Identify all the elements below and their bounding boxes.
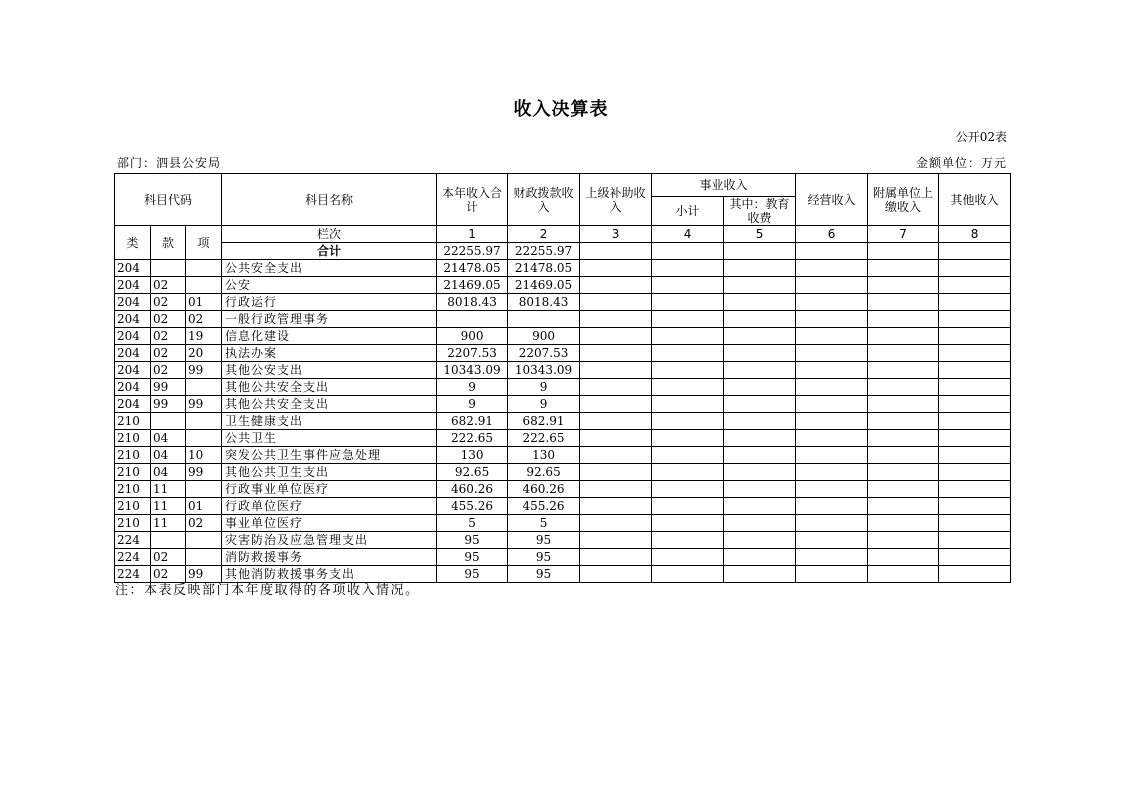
empty-cell [796, 362, 868, 379]
table-row [115, 345, 1011, 362]
row-lei-code: 210 [115, 413, 151, 430]
row-fiscal-allocation [508, 311, 580, 328]
empty-cell [652, 277, 724, 294]
empty-cell [796, 396, 868, 413]
empty-cell [652, 430, 724, 447]
header-total-income: 本年收入合计 [437, 174, 508, 226]
row-kuan-code: 99 [151, 379, 186, 396]
column-number: 5 [724, 226, 796, 243]
empty-cell [868, 413, 939, 430]
empty-cell [724, 345, 796, 362]
empty-cell [939, 447, 1011, 464]
row-total-income [437, 311, 508, 328]
empty-cell [868, 396, 939, 413]
row-total-income: 460.26 [437, 481, 508, 498]
empty-cell [724, 379, 796, 396]
row-fiscal-allocation: 8018.43 [508, 294, 580, 311]
income-table [114, 173, 1011, 583]
empty-cell [724, 311, 796, 328]
row-kuan-code: 02 [151, 362, 186, 379]
row-lei-code: 210 [115, 498, 151, 515]
header-subtotal: 小计 [652, 197, 724, 226]
empty-cell [939, 311, 1011, 328]
row-lei-code: 204 [115, 328, 151, 345]
row-fiscal-allocation: 21469.05 [508, 277, 580, 294]
row-xiang-code: 01 [186, 294, 222, 311]
empty-cell [939, 277, 1011, 294]
table-row [115, 260, 1011, 277]
header-fiscal-allocation: 财政拨款收入 [508, 174, 580, 226]
table-row [115, 277, 1011, 294]
header-kuan: 款 [151, 226, 186, 260]
header-lei: 类 [115, 226, 151, 260]
empty-cell [939, 379, 1011, 396]
table-row [115, 294, 1011, 311]
empty-cell [796, 549, 868, 566]
empty-cell [939, 396, 1011, 413]
empty-cell [868, 464, 939, 481]
row-xiang-code [186, 260, 222, 277]
empty-cell [724, 430, 796, 447]
empty-cell [580, 311, 652, 328]
empty-cell [724, 464, 796, 481]
row-kuan-code [151, 260, 186, 277]
empty-cell [580, 294, 652, 311]
total-row [115, 243, 1011, 260]
row-fiscal-allocation: 5 [508, 515, 580, 532]
row-kuan-code: 02 [151, 549, 186, 566]
row-kuan-code: 02 [151, 345, 186, 362]
row-subject-name: 事业单位医疗 [222, 515, 437, 532]
row-xiang-code [186, 549, 222, 566]
empty-cell [939, 464, 1011, 481]
footnote: 注：本表反映部门本年度取得的各项收入情况。 [115, 583, 420, 598]
empty-cell [652, 396, 724, 413]
header-xiang: 项 [186, 226, 222, 260]
row-total-income: 130 [437, 447, 508, 464]
column-number: 7 [868, 226, 939, 243]
empty-cell [796, 566, 868, 583]
empty-cell [652, 413, 724, 430]
table-body [115, 260, 1011, 583]
row-subject-name: 公共卫生 [222, 430, 437, 447]
row-subject-name: 突发公共卫生事件应急处理 [222, 447, 437, 464]
empty-cell [652, 260, 724, 277]
empty-cell [724, 515, 796, 532]
column-number: 3 [580, 226, 652, 243]
empty-cell [939, 566, 1011, 583]
table-row [115, 532, 1011, 549]
row-kuan-code [151, 532, 186, 549]
row-xiang-code [186, 379, 222, 396]
row-kuan-code: 02 [151, 311, 186, 328]
row-subject-name: 其他公安支出 [222, 362, 437, 379]
empty-cell [796, 345, 868, 362]
column-number: 4 [652, 226, 724, 243]
empty-cell [652, 515, 724, 532]
row-xiang-code: 01 [186, 498, 222, 515]
row-subject-name: 行政事业单位医疗 [222, 481, 437, 498]
header-affiliated-income: 附属单位上缴收入 [868, 174, 939, 226]
empty-cell [939, 345, 1011, 362]
empty-cell [868, 379, 939, 396]
row-total-income: 95 [437, 566, 508, 583]
empty-cell [939, 294, 1011, 311]
row-xiang-code: 99 [186, 464, 222, 481]
empty-cell [652, 311, 724, 328]
table-row [115, 413, 1011, 430]
row-lei-code: 204 [115, 277, 151, 294]
row-fiscal-allocation: 95 [508, 549, 580, 566]
empty-cell [796, 277, 868, 294]
row-fiscal-allocation: 460.26 [508, 481, 580, 498]
row-lei-code: 204 [115, 260, 151, 277]
empty-cell [868, 294, 939, 311]
row-kuan-code: 11 [151, 481, 186, 498]
table-row [115, 362, 1011, 379]
empty-cell [796, 413, 868, 430]
header-business-income: 事业收入 [652, 174, 796, 197]
row-fiscal-allocation: 2207.53 [508, 345, 580, 362]
row-kuan-code: 11 [151, 515, 186, 532]
row-kuan-code: 11 [151, 498, 186, 515]
row-lei-code: 204 [115, 294, 151, 311]
empty-cell [724, 328, 796, 345]
table-row [115, 447, 1011, 464]
empty-cell [724, 549, 796, 566]
header-subject-name: 科目名称 [222, 174, 437, 226]
row-subject-name: 执法办案 [222, 345, 437, 362]
row-fiscal-allocation: 222.65 [508, 430, 580, 447]
empty-cell [580, 345, 652, 362]
row-xiang-code [186, 277, 222, 294]
empty-cell [939, 549, 1011, 566]
empty-cell [868, 277, 939, 294]
empty-cell [939, 498, 1011, 515]
empty-cell [652, 345, 724, 362]
total-label: 合计 [222, 243, 437, 260]
table-row [115, 379, 1011, 396]
header-higher-subsidy: 上级补助收入 [580, 174, 652, 226]
row-lei-code: 210 [115, 481, 151, 498]
empty-cell [939, 328, 1011, 345]
header-column-no: 栏次 [222, 226, 437, 243]
row-fiscal-allocation: 95 [508, 532, 580, 549]
table-header [115, 174, 1011, 260]
department-label: 部门：泗县公安局 [117, 156, 222, 170]
empty-cell [580, 566, 652, 583]
row-subject-name: 其他公共安全支出 [222, 379, 437, 396]
row-fiscal-allocation: 900 [508, 328, 580, 345]
empty-cell [796, 294, 868, 311]
empty-cell [796, 447, 868, 464]
empty-cell [796, 532, 868, 549]
row-fiscal-allocation: 682.91 [508, 413, 580, 430]
row-xiang-code: 99 [186, 396, 222, 413]
row-subject-name: 信息化建设 [222, 328, 437, 345]
empty-cell [652, 464, 724, 481]
empty-cell [796, 260, 868, 277]
row-kuan-code: 04 [151, 430, 186, 447]
row-lei-code: 210 [115, 447, 151, 464]
empty-cell [868, 345, 939, 362]
row-fiscal-allocation: 10343.09 [508, 362, 580, 379]
table-row [115, 311, 1011, 328]
row-kuan-code: 02 [151, 328, 186, 345]
row-lei-code: 204 [115, 311, 151, 328]
row-lei-code: 204 [115, 379, 151, 396]
empty-cell [580, 481, 652, 498]
row-xiang-code: 02 [186, 311, 222, 328]
row-kuan-code: 99 [151, 396, 186, 413]
empty-cell [796, 464, 868, 481]
table-row [115, 328, 1011, 345]
empty-cell [724, 566, 796, 583]
row-total-income: 21469.05 [437, 277, 508, 294]
row-lei-code: 210 [115, 515, 151, 532]
header-education-fee: 其中：教育收费 [724, 197, 796, 226]
empty-cell [868, 532, 939, 549]
row-total-income: 92.65 [437, 464, 508, 481]
row-kuan-code: 02 [151, 294, 186, 311]
empty-cell [939, 515, 1011, 532]
row-lei-code: 204 [115, 345, 151, 362]
row-total-income: 5 [437, 515, 508, 532]
empty-cell [580, 464, 652, 481]
empty-cell [580, 447, 652, 464]
empty-cell [580, 362, 652, 379]
empty-cell [652, 532, 724, 549]
row-fiscal-allocation: 130 [508, 447, 580, 464]
row-subject-name: 公安 [222, 277, 437, 294]
empty-cell [868, 498, 939, 515]
row-xiang-code: 20 [186, 345, 222, 362]
empty-cell [724, 481, 796, 498]
table-row [115, 396, 1011, 413]
row-subject-name: 一般行政管理事务 [222, 311, 437, 328]
empty-cell [724, 498, 796, 515]
empty-cell [652, 549, 724, 566]
row-lei-code: 210 [115, 430, 151, 447]
row-xiang-code [186, 413, 222, 430]
empty-cell [724, 396, 796, 413]
column-number: 1 [437, 226, 508, 243]
header-subject-code: 科目代码 [115, 174, 222, 226]
row-xiang-code: 19 [186, 328, 222, 345]
row-total-income: 455.26 [437, 498, 508, 515]
empty-cell [796, 311, 868, 328]
empty-cell [868, 260, 939, 277]
row-subject-name: 灾害防治及应急管理支出 [222, 532, 437, 549]
empty-cell [939, 430, 1011, 447]
empty-cell [580, 515, 652, 532]
empty-cell [724, 532, 796, 549]
row-subject-name: 其他消防救援事务支出 [222, 566, 437, 583]
row-xiang-code: 02 [186, 515, 222, 532]
empty-cell [796, 498, 868, 515]
row-subject-name: 其他公共安全支出 [222, 396, 437, 413]
row-lei-code: 224 [115, 549, 151, 566]
row-subject-name: 行政单位医疗 [222, 498, 437, 515]
row-total-income: 9 [437, 379, 508, 396]
empty-cell [939, 481, 1011, 498]
table-row [115, 430, 1011, 447]
row-total-income: 222.65 [437, 430, 508, 447]
empty-cell [796, 481, 868, 498]
empty-cell [652, 498, 724, 515]
row-lei-code: 204 [115, 396, 151, 413]
empty-cell [652, 362, 724, 379]
row-subject-name: 行政运行 [222, 294, 437, 311]
table-row [115, 498, 1011, 515]
empty-cell [724, 294, 796, 311]
empty-cell [939, 362, 1011, 379]
empty-cell [868, 566, 939, 583]
column-number: 8 [939, 226, 1011, 243]
empty-cell [652, 328, 724, 345]
row-subject-name: 卫生健康支出 [222, 413, 437, 430]
row-kuan-code: 02 [151, 566, 186, 583]
empty-cell [580, 396, 652, 413]
empty-cell [580, 260, 652, 277]
empty-cell [652, 447, 724, 464]
empty-cell [580, 328, 652, 345]
empty-cell [580, 379, 652, 396]
table-row [115, 549, 1011, 566]
row-kuan-code: 02 [151, 277, 186, 294]
empty-cell [796, 379, 868, 396]
column-number: 2 [508, 226, 580, 243]
empty-cell [868, 311, 939, 328]
column-number: 6 [796, 226, 868, 243]
empty-cell [724, 277, 796, 294]
empty-cell [652, 379, 724, 396]
row-total-income: 682.91 [437, 413, 508, 430]
empty-cell [724, 413, 796, 430]
row-fiscal-allocation: 21478.05 [508, 260, 580, 277]
row-fiscal-allocation: 95 [508, 566, 580, 583]
row-total-income: 8018.43 [437, 294, 508, 311]
table-row [115, 515, 1011, 532]
row-lei-code: 210 [115, 464, 151, 481]
empty-cell [580, 532, 652, 549]
empty-cell [868, 328, 939, 345]
row-lei-code: 204 [115, 362, 151, 379]
empty-cell [580, 549, 652, 566]
empty-cell [939, 413, 1011, 430]
row-xiang-code [186, 481, 222, 498]
row-kuan-code: 04 [151, 464, 186, 481]
page-title: 收入决算表 [513, 99, 609, 120]
row-xiang-code: 10 [186, 447, 222, 464]
total-fiscal-value: 22255.97 [508, 243, 580, 260]
row-total-income: 21478.05 [437, 260, 508, 277]
empty-cell [580, 413, 652, 430]
empty-cell [868, 515, 939, 532]
empty-cell [580, 498, 652, 515]
empty-cell [652, 294, 724, 311]
empty-cell [796, 328, 868, 345]
row-total-income: 95 [437, 532, 508, 549]
empty-cell [796, 515, 868, 532]
empty-cell [652, 481, 724, 498]
empty-cell [868, 481, 939, 498]
row-subject-name: 消防救援事务 [222, 549, 437, 566]
empty-cell [939, 260, 1011, 277]
form-code: 公开02表 [955, 130, 1007, 144]
header-operating-income: 经营收入 [796, 174, 868, 226]
row-kuan-code [151, 413, 186, 430]
row-total-income: 95 [437, 549, 508, 566]
row-fiscal-allocation: 455.26 [508, 498, 580, 515]
unit-label: 金额单位：万元 [915, 156, 1007, 170]
row-fiscal-allocation: 92.65 [508, 464, 580, 481]
empty-cell [724, 362, 796, 379]
empty-cell [724, 447, 796, 464]
row-total-income: 2207.53 [437, 345, 508, 362]
row-fiscal-allocation: 9 [508, 379, 580, 396]
row-kuan-code: 04 [151, 447, 186, 464]
row-total-income: 10343.09 [437, 362, 508, 379]
empty-cell [580, 430, 652, 447]
empty-cell [868, 430, 939, 447]
row-subject-name: 公共安全支出 [222, 260, 437, 277]
table-row [115, 481, 1011, 498]
empty-cell [868, 362, 939, 379]
row-total-income: 9 [437, 396, 508, 413]
empty-cell [652, 566, 724, 583]
empty-cell [868, 549, 939, 566]
empty-cell [724, 260, 796, 277]
table-row [115, 464, 1011, 481]
header-other-income: 其他收入 [939, 174, 1011, 226]
row-xiang-code: 99 [186, 566, 222, 583]
row-subject-name: 其他公共卫生支出 [222, 464, 437, 481]
row-lei-code: 224 [115, 532, 151, 549]
empty-cell [796, 430, 868, 447]
empty-cell [939, 532, 1011, 549]
row-xiang-code [186, 532, 222, 549]
row-xiang-code: 99 [186, 362, 222, 379]
row-xiang-code [186, 430, 222, 447]
row-lei-code: 224 [115, 566, 151, 583]
empty-cell [580, 277, 652, 294]
total-income-value: 22255.97 [437, 243, 508, 260]
row-total-income: 900 [437, 328, 508, 345]
empty-cell [868, 447, 939, 464]
row-fiscal-allocation: 9 [508, 396, 580, 413]
